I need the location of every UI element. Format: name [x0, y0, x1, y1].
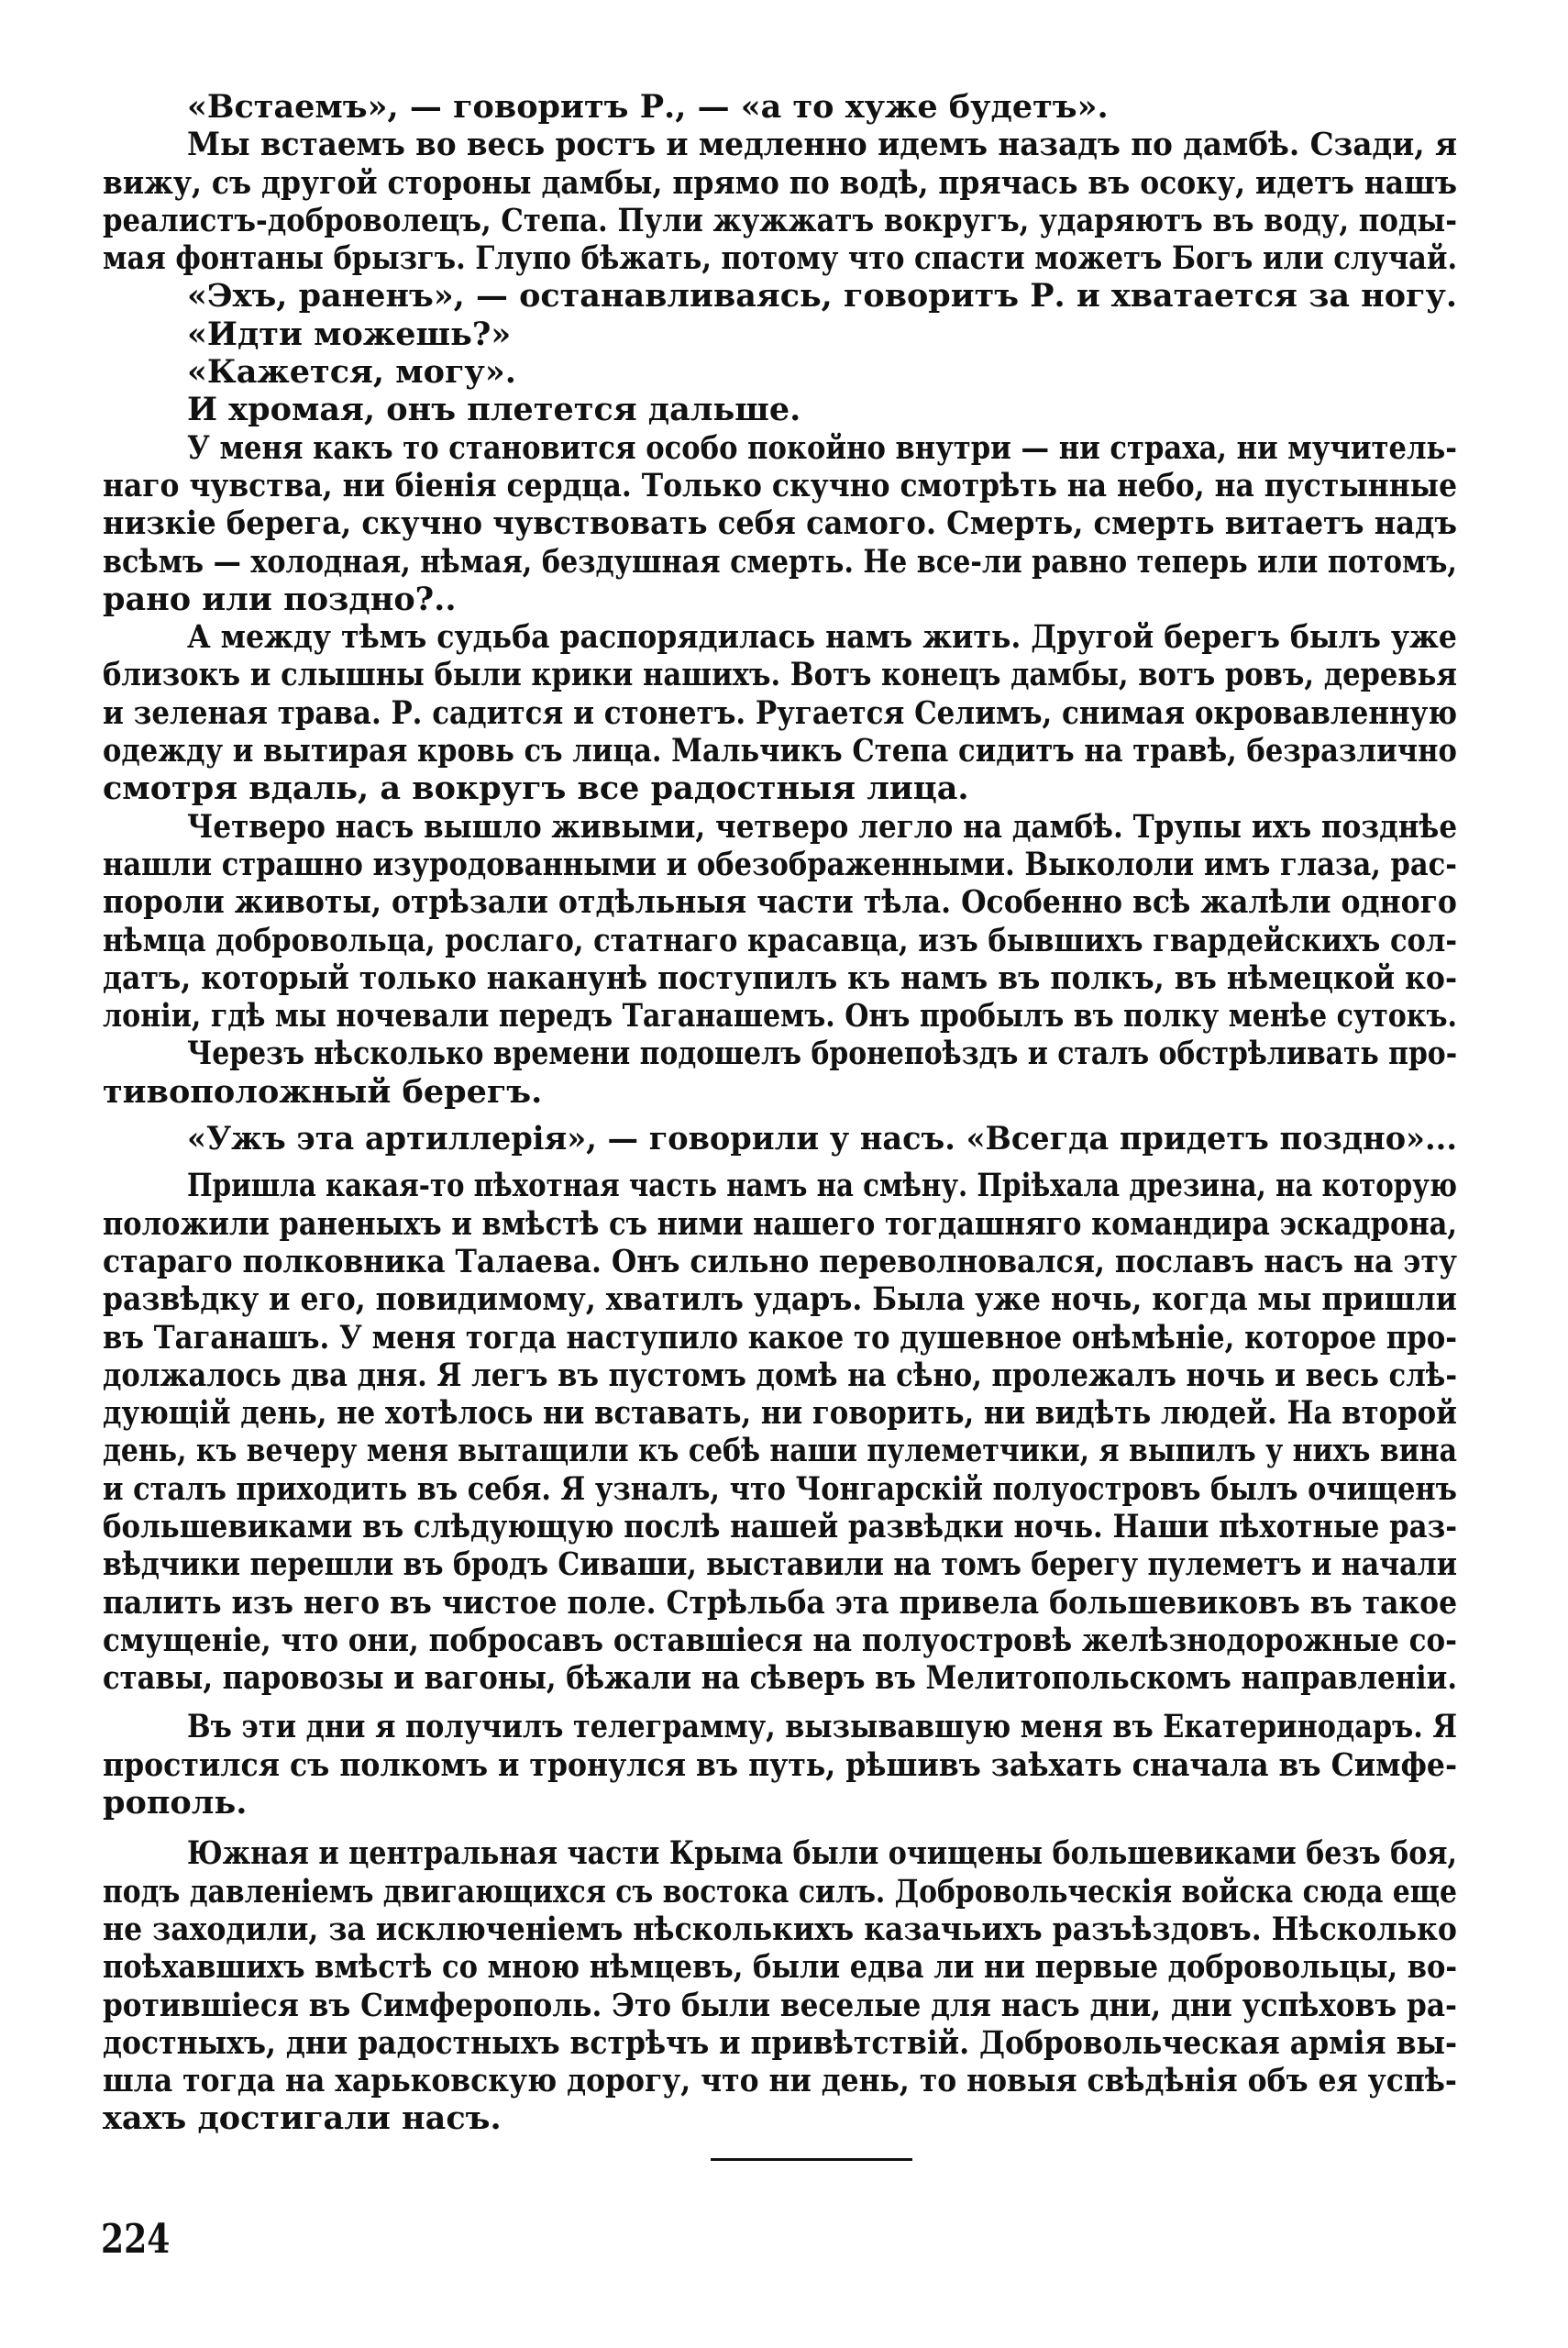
text-line — [103, 1205, 1457, 1243]
text-line — [103, 1873, 1457, 1911]
text-line-content: шла тогда на харьковскую дорогу, что ни день, то новыя свѣдѣнія объ ея успѣ- — [103, 2062, 1457, 2100]
paragraph — [103, 1120, 1457, 1157]
text-line — [103, 1987, 1457, 2024]
text-line-content: «Кажется, могу». — [187, 353, 516, 392]
paragraph — [103, 277, 1457, 315]
text-line — [103, 277, 1457, 315]
text-line — [103, 883, 1457, 921]
text-line-content: мая фонтаны брызгъ. Глупо бѣжать, потому что спасти можетъ Богъ или случай. — [103, 239, 1458, 278]
text-line-content: одежду и вытирая кровь съ лица. Мальчикъ Степа сидитъ на травѣ, безразлично — [103, 732, 1457, 770]
text-line-content: Мы встаемъ во весь ростъ и медленно идемъ назадъ по дамбѣ. Сзади, я — [187, 126, 1458, 164]
text-line — [103, 1073, 1457, 1111]
text-line-content: и зеленая трава. Р. садится и стонетъ. Ругается Селимъ, снимая окровавленную — [103, 693, 1458, 732]
text-line — [103, 1746, 1457, 1784]
text-line — [103, 2099, 1457, 2137]
paragraph-gap — [103, 1157, 1457, 1167]
page-number: 224 — [101, 2216, 171, 2263]
text-line-content: подъ давленіемъ двигающихся съ востока силъ. Добровольческія войска сюда еще — [103, 1872, 1457, 1911]
paragraph — [103, 126, 1457, 277]
body-text — [103, 88, 1457, 2138]
text-line-content: рано или поздно?.. — [103, 580, 457, 618]
text-line-content: хахъ достигали насъ. — [103, 2099, 502, 2138]
text-line-content: ротившіеся въ Симферополь. Это были веселые для насъ дни, дни успѣховъ ра- — [103, 1986, 1457, 2024]
paragraph — [103, 429, 1457, 618]
text-line — [103, 959, 1457, 997]
text-line-content: нашли страшно изуродованными и обезображенными. Выкололи имъ глаза, рас- — [103, 845, 1457, 883]
text-line — [103, 1545, 1457, 1583]
text-line — [103, 1319, 1457, 1357]
text-line-content: наго чувства, ни біенія сердца. Только скучно смотрѣть на небо, на пустынные — [103, 466, 1458, 504]
text-line-content: развѣдку и его, повидимому, хватилъ ударъ. Была уже ночь, когда мы пришли — [103, 1280, 1457, 1319]
text-line-content: Черезъ нѣсколько времени подошелъ бронепоѣздъ и сталъ обстрѣливать про- — [187, 1035, 1458, 1073]
text-line — [103, 656, 1457, 693]
text-line — [103, 391, 1457, 428]
text-line-content: Пришла какая-то пѣхотная часть намъ на смѣну. Пріѣхала дрезина, на которую — [187, 1167, 1457, 1205]
text-line — [103, 429, 1457, 467]
text-line-content: нѣмца добровольца, рослаго, статнаго красавца, изъ бывшихъ гвардейскихъ сол- — [103, 921, 1458, 959]
text-line — [103, 694, 1457, 732]
text-line — [103, 239, 1457, 277]
text-line — [103, 316, 1457, 353]
text-line — [103, 2062, 1457, 2099]
paragraph — [103, 1708, 1457, 1822]
text-line — [103, 504, 1457, 542]
paragraph — [103, 88, 1457, 126]
text-line — [103, 922, 1457, 959]
text-line-content: поѣхавшихъ вмѣстѣ со мною нѣмцевъ, были едва ли ни первые добровольцы, во- — [103, 1948, 1458, 1987]
text-line — [103, 1784, 1457, 1822]
text-line — [103, 126, 1457, 163]
text-line — [103, 1167, 1457, 1204]
text-line — [103, 1280, 1457, 1318]
text-line-content: близокъ и слышны были крики нашихъ. Вотъ конецъ дамбы, вотъ ровъ, деревья — [103, 656, 1457, 694]
text-line-content: и сталъ приходить въ себя. Я узналъ, что Чонгарскій полуостровъ былъ очищенъ — [103, 1469, 1457, 1508]
text-line — [103, 1432, 1457, 1469]
text-line-content: день, къ вечеру меня вытащили къ себѣ наши пулеметчики, я выпилъ у нихъ вина — [103, 1432, 1457, 1470]
text-line-content: ставы, паровозы и вагоны, бѣжали на сѣверъ въ Мелитопольскомъ направленіи. — [103, 1659, 1457, 1698]
text-line-content: Четверо насъ вышло живыми, четверо легло на дамбѣ. Трупы ихъ позднѣе — [187, 807, 1458, 846]
paragraph-gap — [103, 1822, 1457, 1834]
text-line — [103, 1357, 1457, 1394]
text-line — [103, 1622, 1457, 1659]
text-line-content: «Идти можешь?» — [187, 315, 512, 353]
text-line — [103, 1243, 1457, 1280]
text-line — [103, 808, 1457, 846]
paragraph — [103, 1834, 1457, 2137]
text-line-content: пороли животы, отрѣзали отдѣльныя части тѣла. Особенно всѣ жалѣли одного — [103, 883, 1457, 922]
text-line-content: «Встаемъ», — говоритъ Р., — «а то хуже будетъ». — [187, 88, 1109, 126]
text-line — [103, 846, 1457, 883]
text-line-content: положили раненыхъ и вмѣстѣ съ ними нашего тогдашняго командира эскадрона, — [103, 1204, 1458, 1243]
text-line-content: И хромая, онъ плетется дальше. — [187, 391, 801, 429]
text-line — [103, 353, 1457, 391]
text-line-content: палить изъ него въ чистое поле. Стрѣльба эта привела большевиковъ въ такое — [103, 1583, 1458, 1622]
text-line — [103, 1508, 1457, 1545]
text-line-content: стараго полковника Талаева. Онъ сильно переволновался, пославъ насъ на эту — [103, 1242, 1458, 1280]
text-line-content: достныхъ, дни радостныхъ встрѣчъ и привѣтствій. Добровольческая армія вы- — [103, 2023, 1458, 2062]
text-line-content: большевиками въ слѣдующую послѣ нашей развѣдки ночь. Наши пѣхотные раз- — [103, 1507, 1458, 1545]
text-line — [103, 1708, 1457, 1745]
paragraph — [103, 353, 1457, 391]
paragraph — [103, 1035, 1457, 1111]
text-line — [103, 1834, 1457, 1872]
text-line-content: дующій день, не хотѣлось ни вставать, ни говорить, ни видѣть людей. На второй — [103, 1394, 1457, 1433]
text-line-content: смотря вдаль, а вокругъ все радостныя лица. — [103, 770, 969, 808]
text-line — [103, 88, 1457, 126]
text-line-content: «Ужъ эта артиллерія», — говорили у насъ. «Всегда придетъ поздно»... — [187, 1120, 1458, 1158]
text-line-content: Въ эти дни я получилъ телеграмму, вызывавшую меня въ Екатеринодаръ. Я — [187, 1708, 1458, 1746]
text-line-content: У меня какъ то становится особо покойно внутри — ни страха, ни мучитель- — [187, 428, 1457, 467]
text-line — [103, 1948, 1457, 1986]
section-end-rule — [711, 2158, 912, 2161]
text-line — [103, 1911, 1457, 1948]
paragraph — [103, 618, 1457, 807]
text-line — [103, 997, 1457, 1035]
text-line-content: вижу, съ другой стороны дамбы, прямо по водѣ, прячась въ осоку, идетъ нашъ — [103, 163, 1457, 202]
text-line-content: реалистъ-доброволецъ, Степа. Пули жужжатъ вокругъ, ударяютъ въ воду, поды- — [103, 201, 1458, 239]
text-line-content: тивоположный берегъ. — [103, 1072, 543, 1111]
paragraph-gap — [103, 1697, 1457, 1708]
text-line-content: не заходили, за исключеніемъ нѣсколькихъ казачьихъ разъѣздовъ. Нѣсколько — [103, 1910, 1457, 1948]
text-line-content: лоніи, гдѣ мы ночевали передъ Таганашемъ. Онъ пробылъ въ полку менѣе сутокъ. — [103, 997, 1457, 1036]
text-line — [103, 543, 1457, 581]
text-line-content: «Эхъ, раненъ», — останавливаясь, говоритъ Р. и хватается за ногу. — [187, 277, 1457, 316]
paragraph — [103, 316, 1457, 353]
text-line — [103, 618, 1457, 656]
text-line-content: Южная и центральная части Крыма были очищены большевиками безъ боя, — [187, 1834, 1458, 1873]
text-line-content: въ Таганашъ. У меня тогда наступило какое то душевное онѣмѣніе, которое про- — [103, 1318, 1458, 1357]
text-line — [103, 1470, 1457, 1508]
text-line-content: вѣдчики перешли въ бродъ Сиваши, выставили на томъ берегу пулеметъ и начали — [103, 1545, 1457, 1584]
text-line — [103, 770, 1457, 807]
text-line — [103, 202, 1457, 239]
paragraph — [103, 1167, 1457, 1697]
text-line-content: А между тѣмъ судьба распорядилась намъ жить. Другой берегъ былъ уже — [187, 618, 1457, 657]
text-line-content: смущеніе, что они, побросавъ оставшіеся на полуостровѣ желѣзнодорожные со- — [103, 1621, 1457, 1659]
text-line — [103, 1120, 1457, 1157]
text-line — [103, 164, 1457, 202]
text-line — [103, 2024, 1457, 2062]
text-line — [103, 1584, 1457, 1622]
paragraph-gap — [103, 1111, 1457, 1120]
text-line — [103, 732, 1457, 770]
text-line-content: всѣмъ — холодная, нѣмая, бездушная смерть. Не все-ли равно теперь или потомъ, — [103, 542, 1457, 581]
text-line-content: рополь. — [103, 1784, 248, 1822]
text-line-content: датъ, который только наканунѣ поступилъ къ намъ въ полкъ, въ нѣмецкой ко- — [103, 958, 1458, 997]
text-line — [103, 467, 1457, 504]
text-line-content: низкіе берега, скучно чувствовать себя самого. Смерть, смерть витаетъ надъ — [103, 504, 1458, 543]
text-line — [103, 1659, 1457, 1697]
text-line — [103, 581, 1457, 618]
text-line-content: простился съ полкомъ и тронулся въ путь, рѣшивъ заѣхать сначала въ Симфе- — [103, 1745, 1458, 1784]
paragraph — [103, 391, 1457, 428]
text-line — [103, 1394, 1457, 1432]
text-line-content: должалось два дня. Я легъ въ пустомъ домѣ на сѣно, пролежалъ ночь и весь слѣ- — [103, 1356, 1458, 1394]
text-line — [103, 1035, 1457, 1072]
paragraph — [103, 808, 1457, 1036]
